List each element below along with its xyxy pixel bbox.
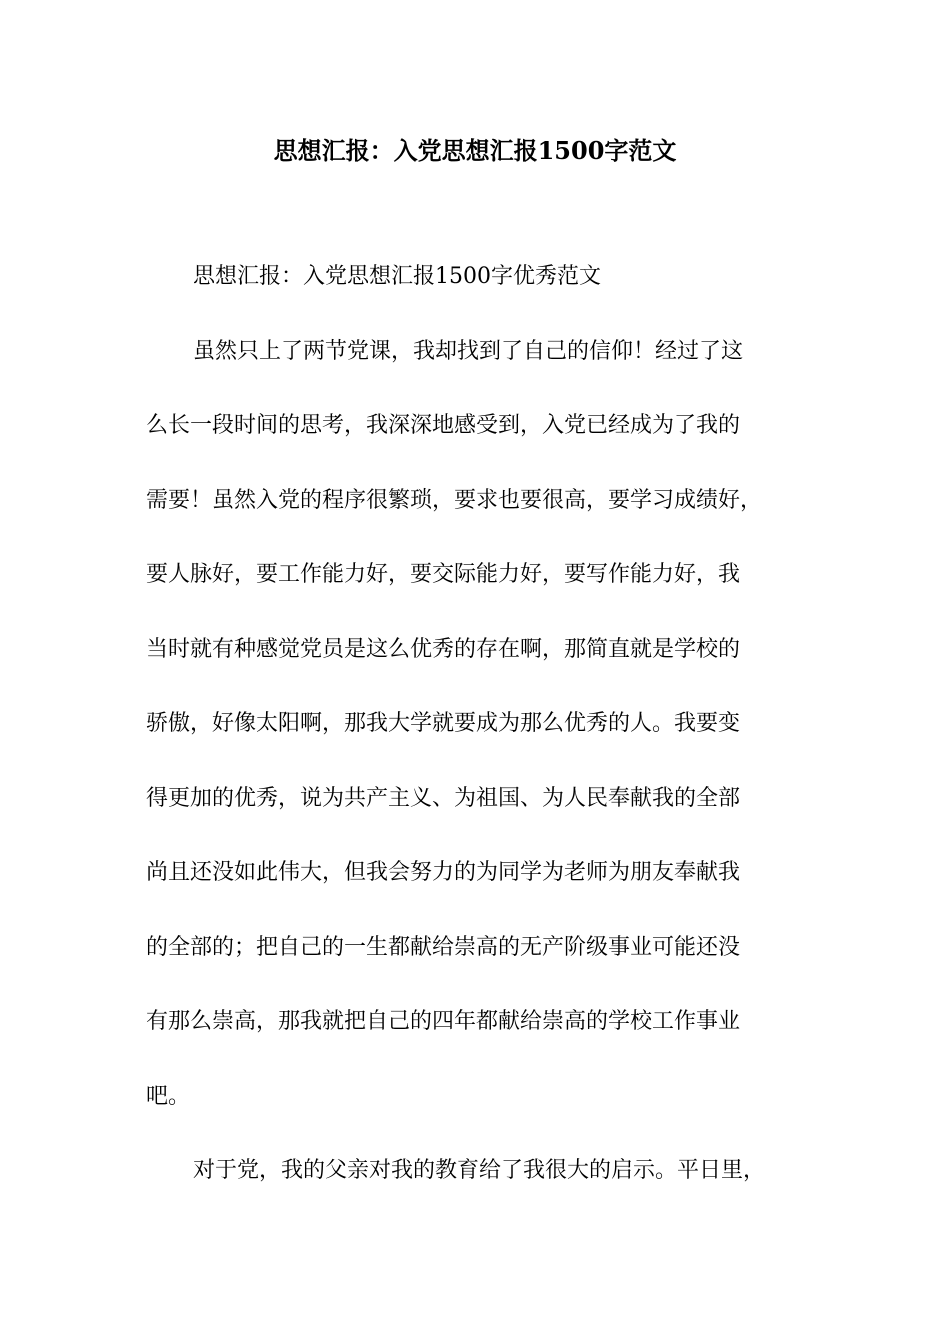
paragraph-line: 虽然只上了两节党课，我却找到了自己的信仰！经过了这 bbox=[193, 339, 744, 364]
paragraph-line: 吧。 bbox=[146, 1084, 191, 1109]
paragraph-line: 要人脉好，要工作能力好，要交际能力好，要写作能力好，我 bbox=[146, 562, 741, 587]
paragraph-line: 骄傲，好像太阳啊，那我大学就要成为那么优秀的人。我要变 bbox=[146, 711, 741, 736]
paragraph-line: 对于党，我的父亲对我的教育给了我很大的启示。平日里， bbox=[193, 1158, 766, 1183]
paragraph-line: 需要！虽然入党的程序很繁琐，要求也要很高，要学习成绩好， bbox=[146, 488, 763, 513]
paragraph-line: 尚且还没如此伟大，但我会努力的为同学为老师为朋友奉献我 bbox=[146, 860, 741, 885]
document-subtitle: 思想汇报：入党思想汇报1500字优秀范文 bbox=[193, 264, 601, 289]
paragraph-line: 的全部的；把自己的一生都献给崇高的无产阶级事业可能还没 bbox=[146, 935, 741, 960]
document-title: 思想汇报：入党思想汇报1500字范文 bbox=[273, 136, 677, 165]
paragraph-line: 么长一段时间的思考，我深深地感受到，入党已经成为了我的 bbox=[146, 413, 741, 438]
paragraph-line: 有那么崇高，那我就把自己的四年都献给崇高的学校工作事业 bbox=[146, 1009, 741, 1034]
paragraph-line: 得更加的优秀，说为共产主义、为祖国、为人民奉献我的全部 bbox=[146, 786, 741, 811]
paragraph-line: 当时就有种感觉党员是这么优秀的存在啊，那简直就是学校的 bbox=[146, 637, 741, 662]
